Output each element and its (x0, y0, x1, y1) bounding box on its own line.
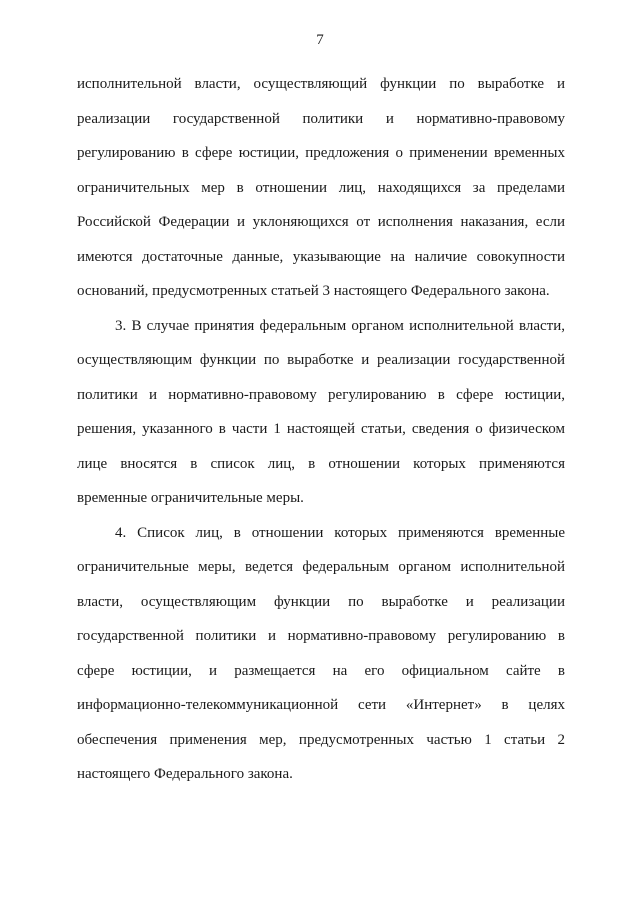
text-line: Российской Федерации и уклоняющихся от исполнения наказания, если (77, 214, 565, 230)
text-line: политики и нормативно-правовому регулированию в сфере юстиции, (77, 386, 565, 403)
text-line: лице вносятся в список лиц, в отношении которых применяются (77, 455, 565, 472)
text-line: реализации государственной политики и нормативно-правовому (77, 110, 565, 127)
text-line: временные ограничительные меры. (77, 490, 304, 506)
text-line: обеспечения применения мер, предусмотренных частью 1 статьи 2 (77, 731, 565, 748)
paragraph-item-3 (77, 309, 565, 516)
text-line: решения, указанного в части 1 настоящей статьи, сведения о физическом (77, 421, 565, 437)
text-line: оснований, предусмотренных статьей 3 настоящего Федерального закона. (77, 283, 550, 299)
document-body (77, 67, 565, 792)
text-line: 4. Список лиц, в отношении которых применяются временные (115, 524, 565, 541)
paragraph-item-4 (77, 516, 565, 792)
text-line: государственной политики и нормативно-правовому регулированию в (77, 628, 565, 644)
text-line: осуществляющим функции по выработке и реализации государственной (77, 352, 565, 368)
text-line: исполнительной власти, осуществляющий функции по выработке и (77, 76, 565, 92)
paragraph-continuation (77, 67, 565, 309)
text-line: регулированию в сфере юстиции, предложения о применении временных (77, 145, 565, 161)
text-line: власти, осуществляющим функции по выработке и реализации (77, 593, 565, 610)
page-number: 7 (316, 32, 324, 48)
text-line: ограничительных мер в отношении лиц, находящихся за пределами (77, 179, 565, 196)
text-line: настоящего Федерального закона. (77, 766, 293, 782)
text-line: имеются достаточные данные, указывающие на наличие совокупности (77, 248, 565, 265)
text-line: ограничительные меры, ведется федеральным органом исполнительной (77, 559, 565, 575)
text-line: информационно-телекоммуникационной сети «Интернет» в целях (77, 697, 565, 713)
text-line: 3. В случае принятия федеральным органом исполнительной власти, (115, 317, 565, 334)
text-line: сфере юстиции, и размещается на его официальном сайте в (77, 662, 565, 679)
